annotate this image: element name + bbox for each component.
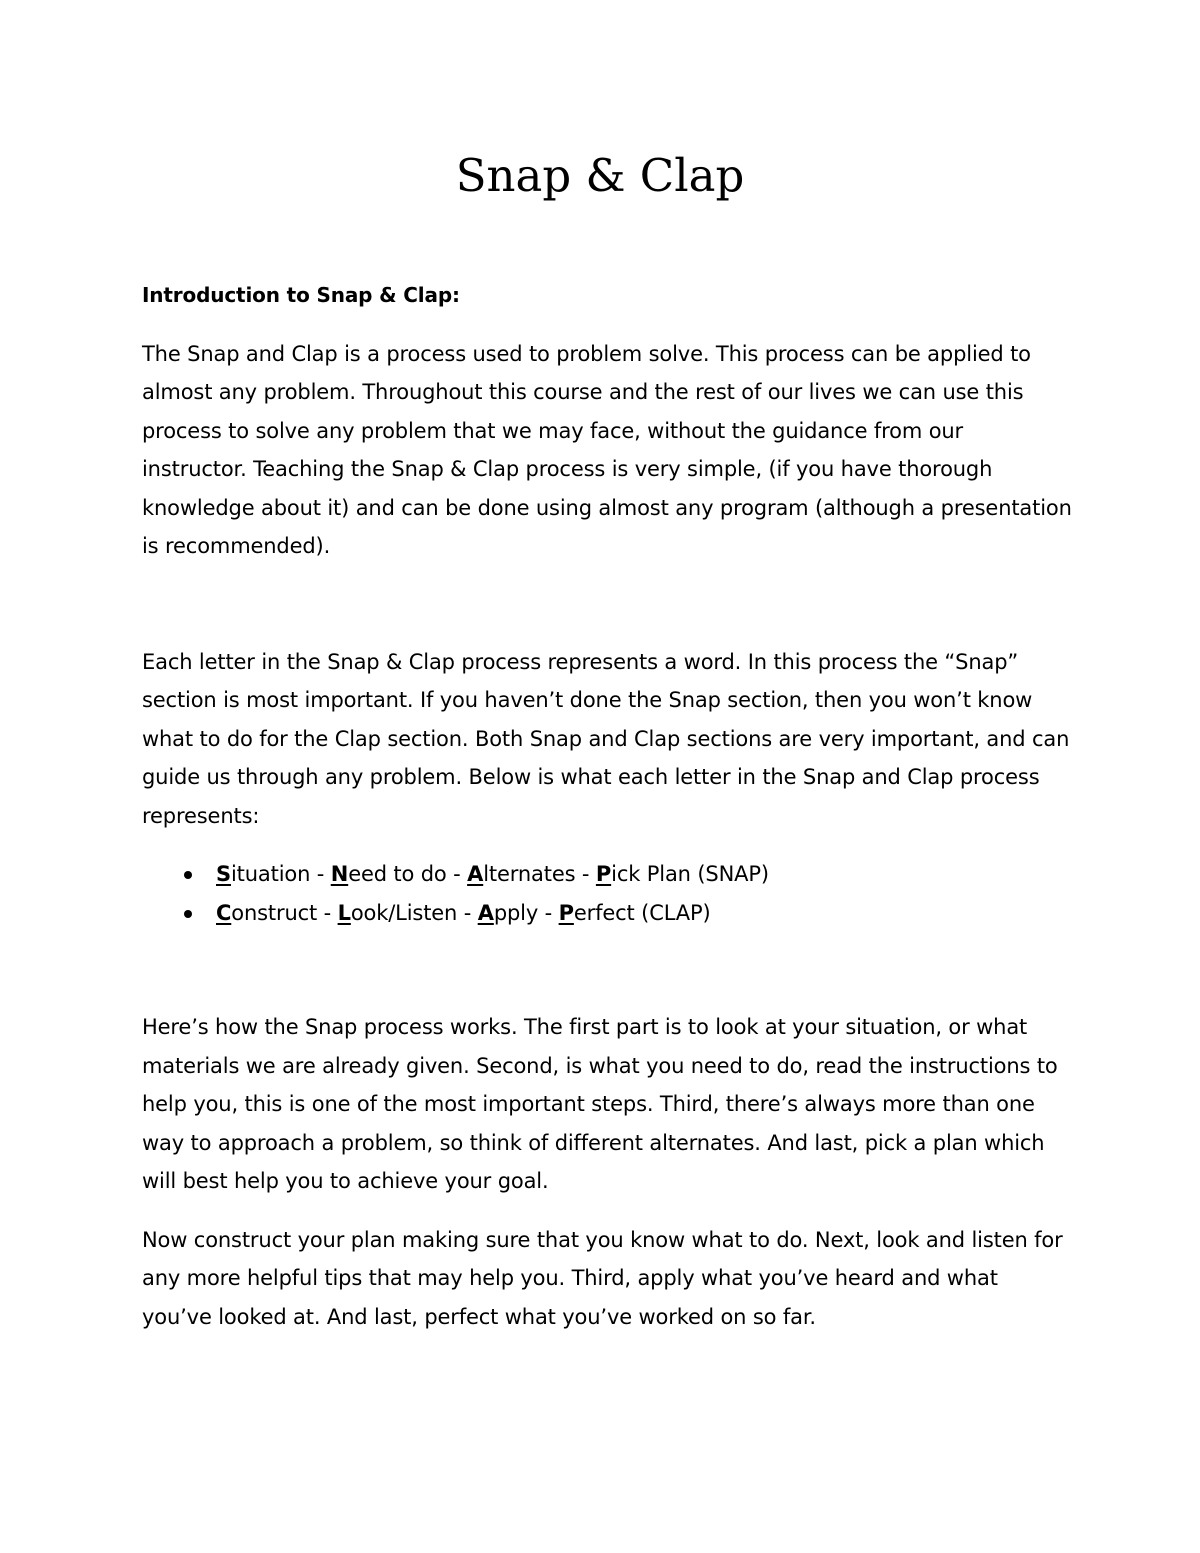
- separator: -: [457, 900, 478, 925]
- paragraph-letters: Each letter in the Snap & Clap process represents a word. In this process the “Snap” section is most important. If you haven’t done the Snap section, then you won’t know what to do for the Clap section. Both Snap and Clap sections are very important, and can guide us through any problem. Below is what each letter in the Snap and Clap process represents:: [142, 649, 1070, 828]
- word-rest: ituation: [230, 862, 311, 886]
- paragraph-snap-process: Here’s how the Snap process works. The first part is to look at your situation, or what materials we are already given. Second, is what you need to do, read the instructions to help you, this is one of the most important steps. Third, there’s always more than one way to approach a problem, so think of different alternates. And last, pick a plan which will best help you to achieve your goal.: [142, 1015, 1058, 1193]
- document-title: Snap & Clap: [455, 149, 745, 202]
- word-rest: onstruct: [231, 900, 318, 925]
- bullet-icon: [184, 871, 192, 879]
- separator: -: [317, 900, 338, 925]
- acronym-tag: (CLAP): [634, 900, 711, 925]
- separator: -: [575, 862, 596, 886]
- separator: -: [538, 900, 559, 925]
- letter-initial: P: [595, 862, 612, 886]
- acronym-list: [142, 855, 1072, 932]
- paragraph-clap-process: Now construct your plan making sure that you know what to do. Next, look and listen for any more helpful tips that may help you. Third, apply what you’ve heard and what you’ve looked at. And last, perfect what you’ve worked on so far.: [142, 1227, 1063, 1329]
- letter-initial: A: [467, 862, 484, 886]
- letter-initial: N: [330, 862, 349, 886]
- document-body: [142, 276, 1072, 1336]
- letter-initial: P: [558, 900, 574, 925]
- letter-initial: C: [216, 900, 232, 925]
- word-rest: ook/Listen: [350, 900, 458, 925]
- list-item-clap: [142, 894, 1072, 933]
- acronym-tag: (SNAP): [690, 862, 769, 886]
- word-rest: pply: [493, 900, 539, 925]
- letter-initial: S: [216, 862, 231, 886]
- intro-heading: Introduction to Snap & Clap:: [142, 283, 460, 307]
- word-rest: erfect: [573, 900, 635, 925]
- bullet-icon: [184, 910, 192, 918]
- word-rest: ick Plan: [611, 862, 691, 886]
- separator: -: [446, 862, 468, 886]
- paragraph-intro: The Snap and Clap is a process used to problem solve. This process can be applied to almost any problem. Throughout this course and the rest of our lives we can use this process to solve any problem that we may face, without the guidance from our instructor. Teaching the Snap & Clap process is very simple, (if you have thorough knowledge about it) and can be done using almost any program (although a presentation is recommended).: [142, 341, 1072, 558]
- word-rest: lternates: [483, 862, 576, 886]
- separator: -: [310, 862, 331, 886]
- word-rest: eed to do: [348, 862, 447, 886]
- letter-initial: A: [477, 900, 494, 925]
- list-item-snap: [142, 855, 1072, 894]
- letter-initial: L: [337, 900, 351, 925]
